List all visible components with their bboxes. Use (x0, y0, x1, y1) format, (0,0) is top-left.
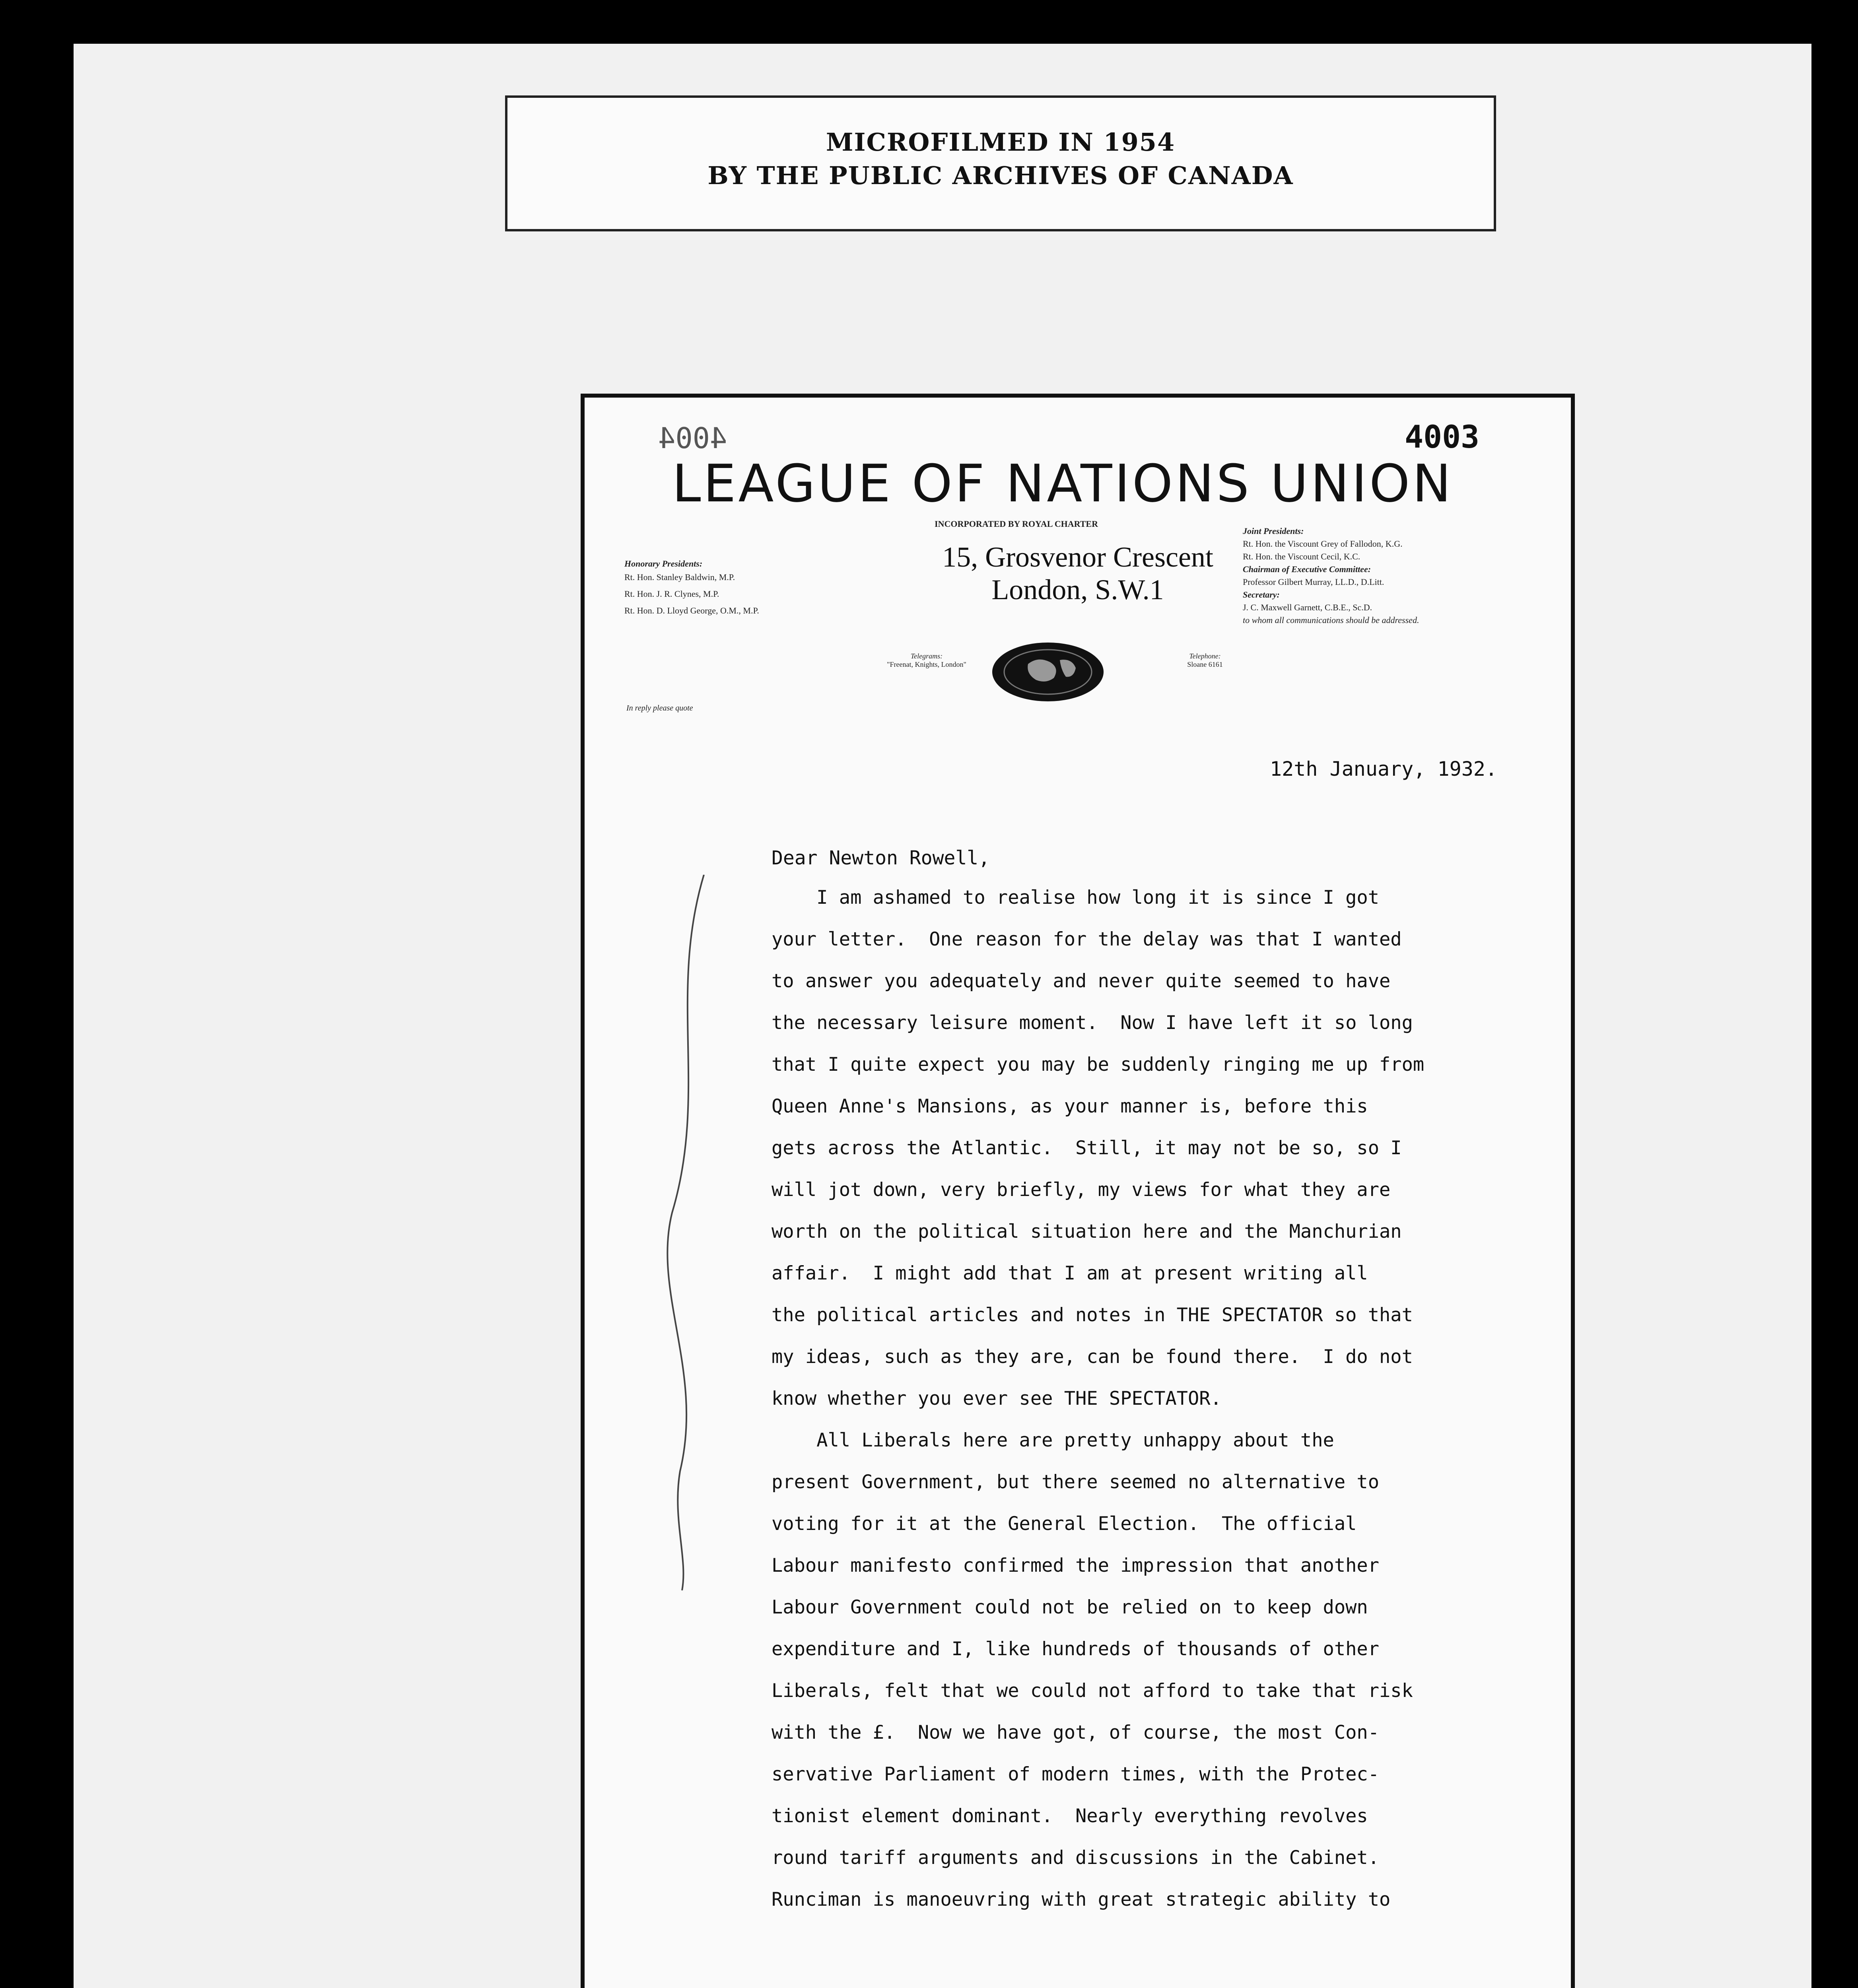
joint-presidents-heading: Joint Presidents: (1243, 526, 1304, 536)
chairman-heading: Chairman of Executive Committee: (1243, 564, 1371, 574)
body-line: to answer you adequately and never quite seemed to have (772, 970, 1391, 992)
telegrams-value: "Freenat, Knights, London" (887, 660, 966, 668)
secretary-note: to whom all communications should be addressed. (1243, 615, 1419, 625)
salutation: Dear Newton Rowell, (772, 847, 990, 869)
body-line: Liberals, felt that we could not afford to take that risk (772, 1680, 1413, 1702)
reply-note: In reply please quote (626, 704, 693, 712)
body-line: round tariff arguments and discussions in the Cabinet. (772, 1847, 1380, 1869)
address-line-1: 15, Grosvenor Crescent (942, 541, 1213, 573)
officers-block (1243, 525, 1529, 627)
body-line: worth on the political situation here and the Manchurian (772, 1221, 1402, 1242)
body-line: your letter. One reason for the delay was that I wanted (772, 928, 1402, 950)
body-line: the political articles and notes in THE SPECTATOR so that (772, 1304, 1413, 1326)
body-line: Labour Government could not be relied on to keep down (772, 1596, 1368, 1618)
body-line: will jot down, very briefly, my views for what they are (772, 1179, 1391, 1201)
honorary-president: Rt. Hon. Stanley Baldwin, M.P. (624, 572, 735, 582)
telephone-label: Telephone: (1189, 652, 1221, 660)
telephone-block (1169, 652, 1241, 669)
body-line: affair. I might add that I am at present writing all (772, 1262, 1368, 1284)
body-line: with the £. Now we have got, of course, the most Con- (772, 1722, 1380, 1743)
stamp-line-1: MICROFILMED IN 1954 (826, 128, 1176, 157)
body-line: the necessary leisure moment. Now I have left it so long (772, 1012, 1413, 1034)
incorporated-note: INCORPORATED BY ROYAL CHARTER (935, 519, 1098, 529)
telephone-value: Sloane 6161 (1187, 660, 1223, 668)
organization-name: LEAGUE OF NATIONS UNION (672, 453, 1454, 514)
body-line: Labour manifesto confirmed the impression that another (772, 1555, 1380, 1576)
chairman: Professor Gilbert Murray, LL.D., D.Litt. (1243, 577, 1384, 587)
microfilm-frame (74, 44, 1811, 1988)
letter-body (772, 877, 1567, 1920)
honorary-presidents-heading: Honorary Presidents: (624, 559, 703, 569)
body-line: expenditure and I, like hundreds of thousands of other (772, 1638, 1380, 1660)
joint-president: Rt. Hon. the Viscount Cecil, K.C. (1243, 551, 1360, 561)
honorary-president: Rt. Hon. J. R. Clynes, M.P. (624, 589, 719, 599)
faint-document-number: 4004 (658, 421, 727, 455)
secretary-heading: Secretary: (1243, 590, 1280, 600)
honorary-presidents-block (624, 559, 823, 619)
telegrams-block (855, 652, 998, 669)
body-line: Runciman is manoeuvring with great strategic ability to (772, 1889, 1391, 1910)
body-line: I am ashamed to realise how long it is since I got (772, 887, 1380, 909)
body-line: that I quite expect you may be suddenly ringing me up from (772, 1054, 1425, 1076)
address-line-2: London, S.W.1 (991, 574, 1164, 606)
body-line: gets across the Atlantic. Still, it may not be so, so I (772, 1137, 1402, 1159)
body-line: know whether you ever see THE SPECTATOR. (772, 1388, 1222, 1409)
globe-emblem-icon (990, 640, 1106, 704)
letter-date: 12th January, 1932. (1270, 757, 1497, 780)
document-number: 4003 (1405, 419, 1479, 455)
body-line: present Government, but there seemed no alternative to (772, 1471, 1380, 1493)
stamp-line-2: BY THE PUBLIC ARCHIVES OF CANADA (707, 161, 1294, 190)
body-line: voting for it at the General Election. The official (772, 1513, 1357, 1535)
body-line: my ideas, such as they are, can be found there. I do not (772, 1346, 1413, 1368)
body-line: Queen Anne's Mansions, as your manner is, before this (772, 1095, 1368, 1117)
honorary-president: Rt. Hon. D. Lloyd George, O.M., M.P. (624, 606, 759, 615)
paper-fold-mark (644, 875, 716, 1590)
microfilm-stamp (505, 95, 1496, 231)
telegrams-label: Telegrams: (910, 652, 943, 660)
body-line: tionist element dominant. Nearly everything revolves (772, 1805, 1368, 1827)
body-line: All Liberals here are pretty unhappy about the (772, 1429, 1334, 1451)
joint-president: Rt. Hon. the Viscount Grey of Fallodon, K.G. (1243, 539, 1403, 549)
secretary: J. C. Maxwell Garnett, C.B.E., Sc.D. (1243, 602, 1372, 612)
letter-page (581, 394, 1575, 1988)
body-line: servative Parliament of modern times, with the Protec- (772, 1763, 1380, 1785)
